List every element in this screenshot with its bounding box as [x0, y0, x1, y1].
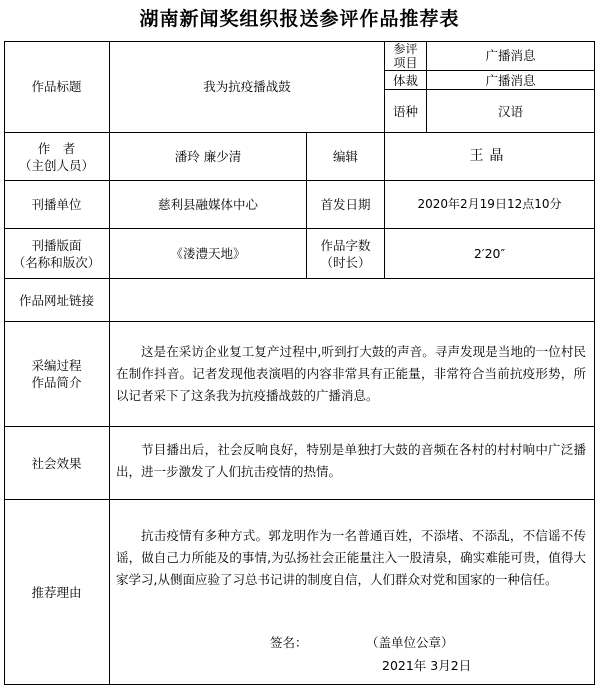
- length-label-line1: 作品字数: [320, 237, 371, 253]
- category-label-line1: 参评: [393, 41, 418, 56]
- recommendation-form: [4, 41, 595, 685]
- edition-label: [4, 229, 109, 278]
- first-publish-value: 2020年2月19日12点10分: [417, 197, 562, 211]
- length-label: [307, 229, 384, 278]
- language-value: 汉语: [497, 103, 523, 119]
- author-label-line1: 作 者: [37, 140, 76, 156]
- edition-label-line1: 刊播版面: [31, 237, 82, 253]
- length-value: 2′20″: [473, 246, 506, 261]
- genre-value: 广播消息: [485, 72, 536, 88]
- summary-label-line2: 作品简介: [31, 375, 82, 390]
- category-value: 广播消息: [485, 48, 536, 63]
- work-title-label: 作品标题: [31, 79, 82, 94]
- language-label: 语种: [392, 103, 418, 119]
- author-label: [4, 133, 109, 180]
- social-effect-text: 节目播出后，社会反响良好，特别是单独打大鼓的音频在各村的村村响中广泛播出，进一步激发了人们抗击疫情的热情。: [116, 442, 586, 479]
- signature-label: 签名：: [270, 635, 308, 650]
- work-title-value: 我为抗疫播战鼓: [203, 79, 291, 94]
- recommendation-label: 推荐理由: [31, 584, 82, 600]
- edition-label-line2: （名称和版次）: [12, 254, 101, 270]
- url-value: [110, 279, 594, 321]
- summary-label-line1: 采编过程: [31, 358, 82, 373]
- url-label: 作品网址链接: [18, 292, 94, 308]
- summary-label: [4, 322, 109, 426]
- publisher-value: 慈利县融媒体中心: [157, 197, 258, 212]
- author-value: 潘玲 廉少清: [174, 149, 242, 164]
- signature-date: 2021年 3月2日: [382, 658, 472, 673]
- category-label-line2: 项目: [393, 55, 418, 70]
- document-title: 湖南新闻奖组织报送参评作品推荐表: [139, 8, 460, 30]
- author-label-line2: （主创人员）: [18, 157, 94, 173]
- genre-label: 体裁: [392, 72, 418, 88]
- recommendation-text: 抗击疫情有多种方式。郭龙明作为一名普通百姓，不添堵、不添乱，不信谣不传谣，做自己力所能及的事情,为弘扬社会正能量注入一股清泉，确实难能可贵，值得大家学习,从侧面应验了习总书记讲的制度自信，人们群众对党和国家的一种信任。: [116, 528, 586, 587]
- first-publish-label: 首发日期: [320, 197, 371, 212]
- length-label-line2: （时长）: [320, 254, 371, 270]
- edition-value: 《溇澧天地》: [170, 246, 246, 261]
- seal-note: （盖单位公章）: [366, 635, 454, 650]
- editor-value: 王晶: [469, 148, 510, 164]
- publisher-label: 刊播单位: [31, 197, 82, 212]
- social-effect-label: 社会效果: [31, 455, 82, 471]
- summary-text: 这是在采访企业复工复产过程中,听到打大鼓的声音。寻声发现是当地的一位村民在制作抖音。记者发现他表演唱的内容非常具有正能量，非常符合当前抗疫形势，所以记者采下了这条我为抗疫播战鼓的广播消息。: [116, 344, 586, 403]
- editor-label: 编辑: [332, 149, 358, 164]
- category-label: [385, 41, 426, 70]
